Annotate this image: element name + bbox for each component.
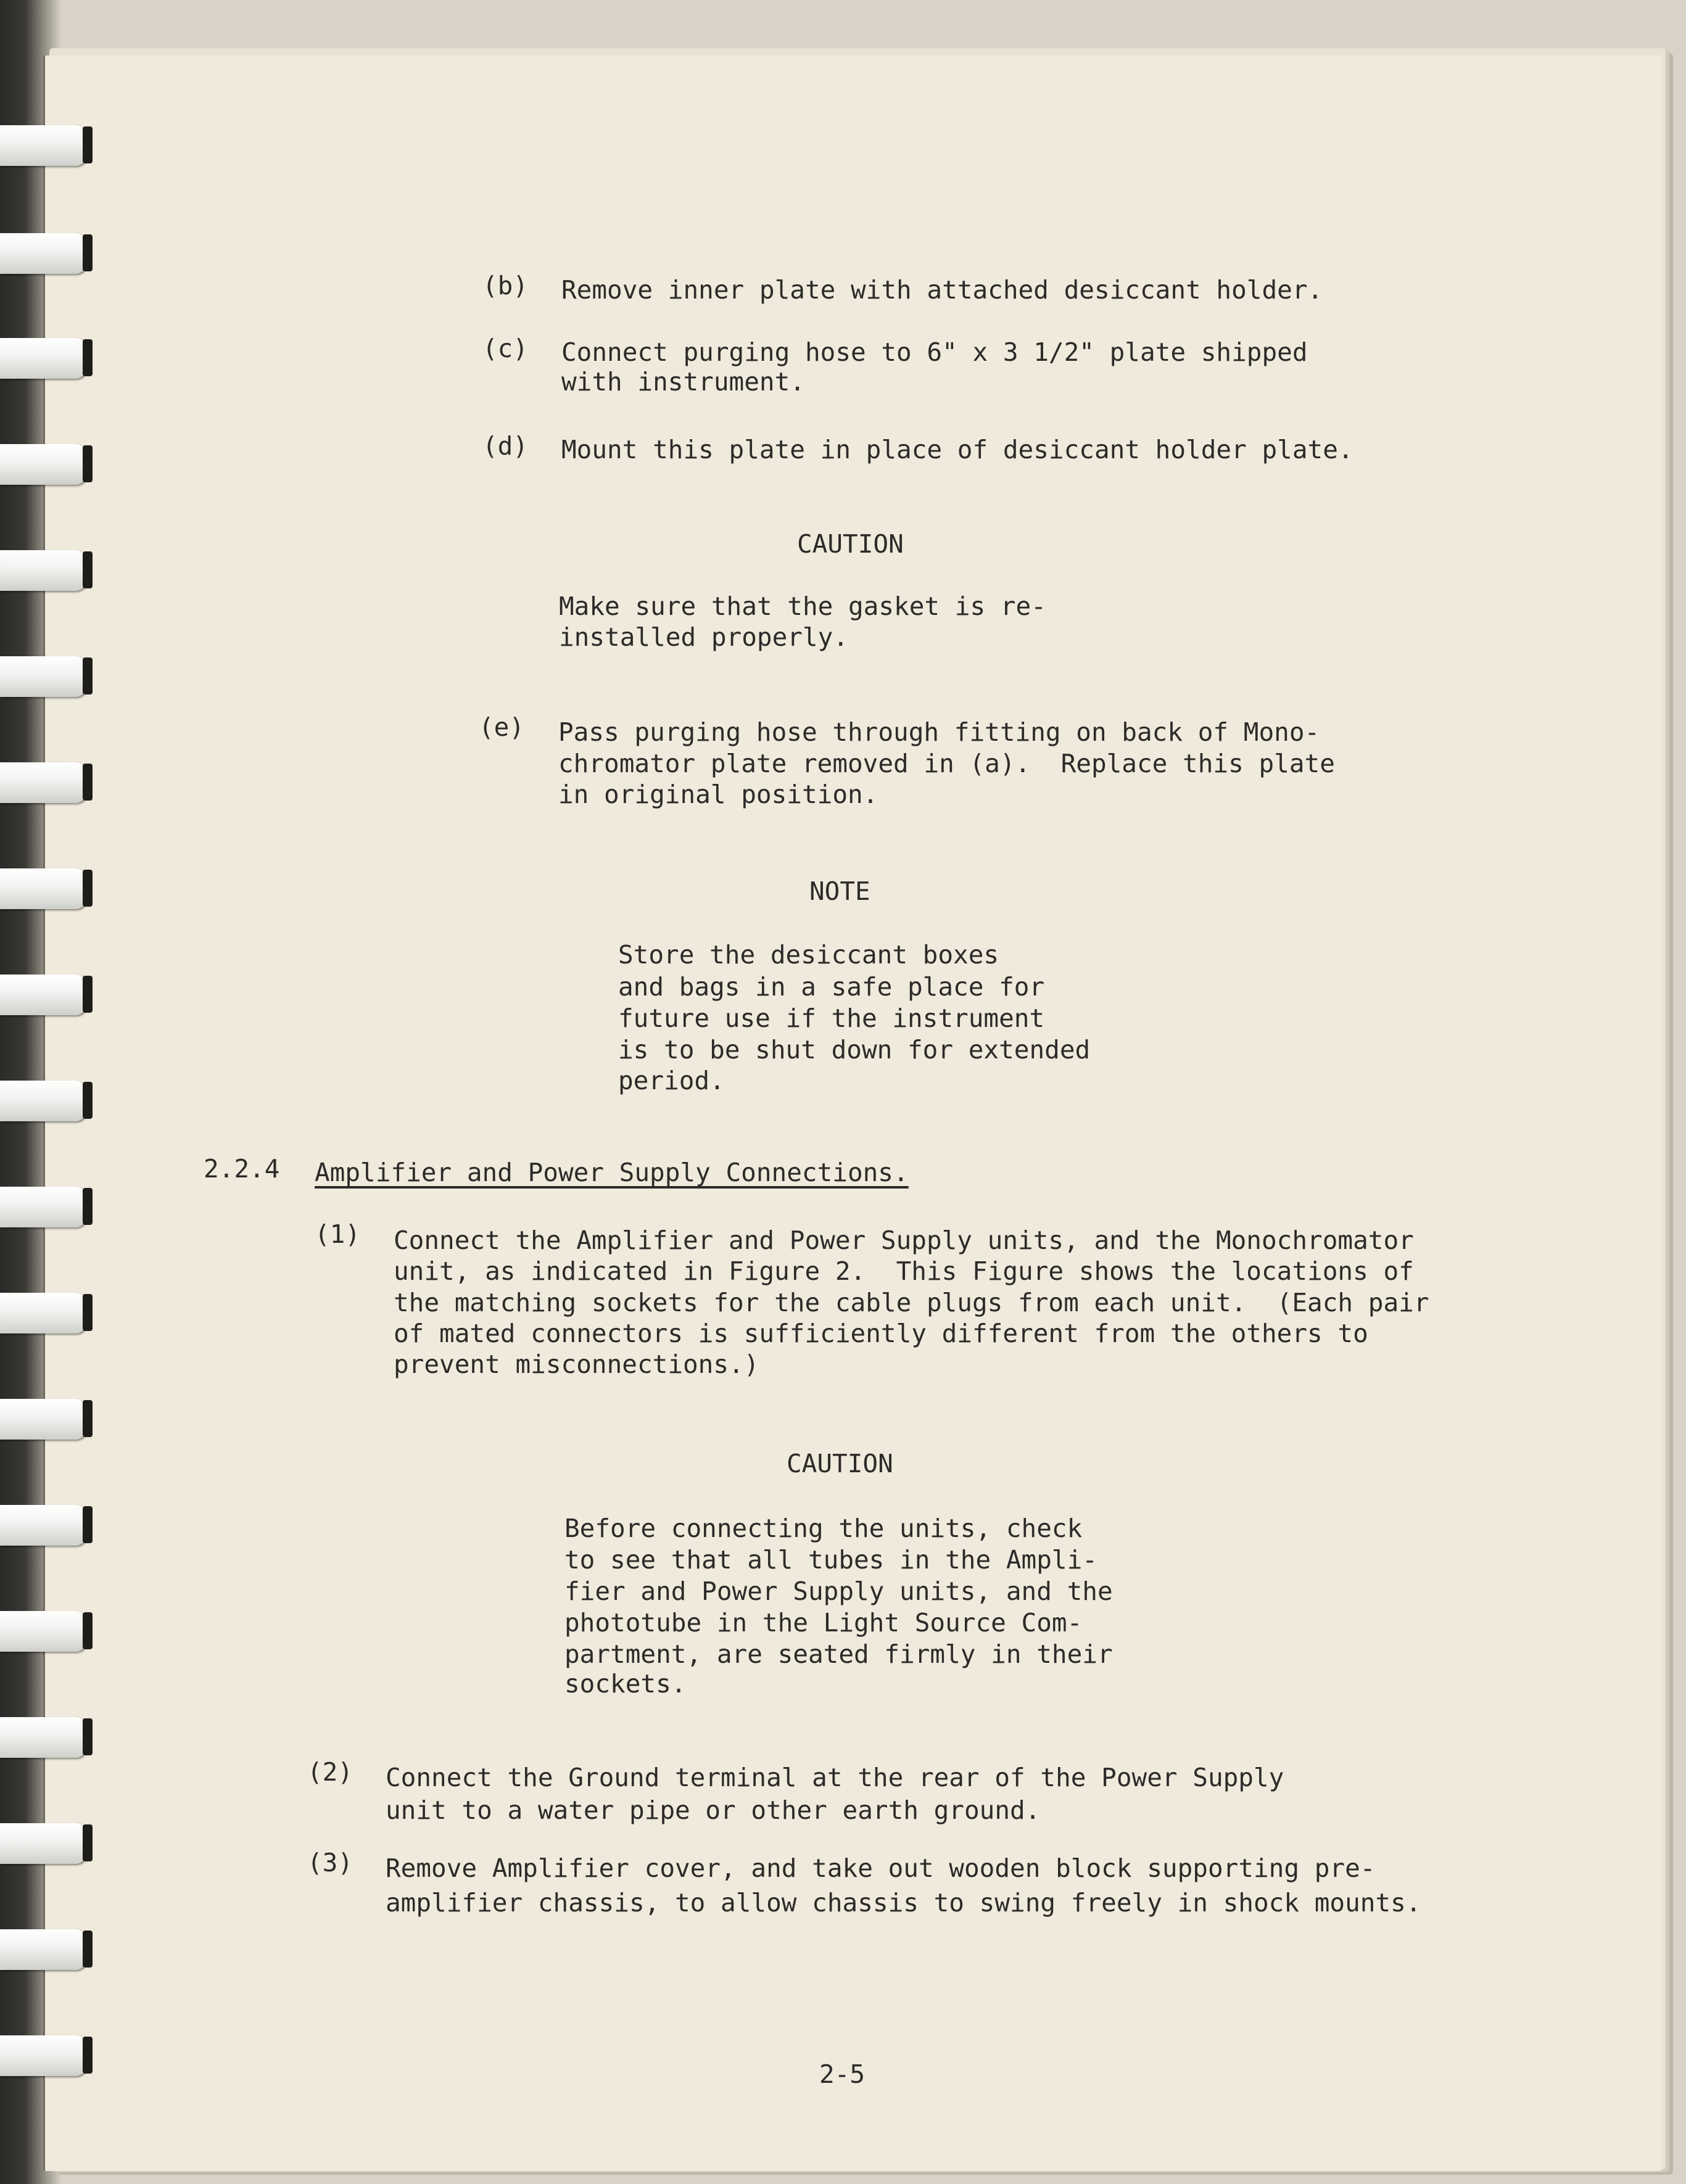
caution-text-line: sockets.	[564, 1669, 687, 1699]
binding-ring	[0, 333, 93, 384]
note-text-line: Store the desiccant boxes	[618, 940, 999, 970]
binding-ring	[0, 228, 93, 279]
section-title: Amplifier and Power Supply Connections.	[315, 1158, 909, 1187]
caution-text-line: Before connecting the units, check	[564, 1514, 1083, 1543]
binding-ring	[0, 1606, 93, 1657]
item-3-text-line: Remove Amplifier cover, and take out wooden block supporting pre-	[386, 1853, 1376, 1883]
caution-heading: CAUTION	[787, 1449, 893, 1478]
binding-ring	[0, 439, 93, 490]
binding-ring	[0, 120, 93, 171]
item-c-text-line: with instrument.	[561, 367, 805, 397]
note-text-line: period.	[618, 1066, 725, 1095]
caution-text-line: installed properly.	[559, 622, 848, 652]
caution-heading: CAUTION	[797, 529, 904, 559]
item-e-text-line: in original position.	[558, 780, 878, 809]
item-1-text-line: of mated connectors is sufficiently different from the others to	[394, 1319, 1368, 1348]
binding-ring	[0, 651, 93, 702]
item-1-text-line: prevent misconnections.)	[394, 1350, 759, 1379]
item-c-marker: (c)	[482, 334, 529, 363]
note-text-line: and bags in a safe place for	[618, 972, 1045, 1002]
item-e-text-line: chromator plate removed in (a). Replace this plate	[558, 749, 1335, 778]
binding-ring	[0, 1394, 93, 1444]
item-d-marker: (d)	[482, 431, 529, 461]
item-e-text-line: Pass purging hose through fitting on back of Mono-	[558, 717, 1320, 747]
item-1-text-line: Connect the Amplifier and Power Supply units, and the Monochromator	[394, 1226, 1414, 1255]
item-3-marker: (3)	[307, 1848, 353, 1877]
binding-ring	[0, 757, 93, 808]
binding-ring	[0, 1076, 93, 1126]
page-number: 2-5	[819, 2059, 866, 2089]
binding-ring	[0, 1818, 93, 1869]
item-1-marker: (1)	[315, 1219, 361, 1249]
binding-ring	[0, 1712, 93, 1763]
item-3-text-line: amplifier chassis, to allow chassis to swing freely in shock mounts.	[386, 1888, 1421, 1918]
binding-ring	[0, 1924, 93, 1975]
item-b-marker: (b)	[482, 271, 529, 300]
item-1-text-line: unit, as indicated in Figure 2. This Figure shows the locations of	[394, 1256, 1414, 1286]
binding-ring	[0, 1182, 93, 1232]
item-2-marker: (2)	[307, 1757, 353, 1787]
caution-text-line: phototube in the Light Source Com-	[564, 1608, 1083, 1638]
caution-text-line: fier and Power Supply units, and the	[564, 1576, 1113, 1606]
caution-text-line: partment, are seated firmly in their	[564, 1639, 1113, 1669]
item-1-text-line: the matching sockets for the cable plugs from each unit. (Each pair	[394, 1288, 1429, 1317]
spiral-binding	[0, 0, 105, 2184]
item-2-text-line: unit to a water pipe or other earth ground.	[386, 1795, 1041, 1825]
binding-ring	[0, 970, 93, 1020]
item-c-text-line: Connect purging hose to 6" x 3 1/2" plate shipped	[561, 337, 1308, 367]
binding-ring	[0, 545, 93, 596]
note-text-line: future use if the instrument	[618, 1003, 1045, 1033]
binding-ring	[0, 2030, 93, 2081]
binding-ring	[0, 1500, 93, 1551]
section-number: 2.2.4	[204, 1154, 280, 1184]
note-heading: NOTE	[809, 876, 870, 906]
binding-ring	[0, 1288, 93, 1338]
caution-text-line: to see that all tubes in the Ampli-	[564, 1545, 1097, 1575]
item-d-text: Mount this plate in place of desiccant holder plate.	[561, 435, 1353, 464]
item-b-text: Remove inner plate with attached desiccant holder.	[561, 275, 1323, 305]
item-2-text-line: Connect the Ground terminal at the rear of the Power Supply	[386, 1763, 1284, 1792]
binding-ring	[0, 863, 93, 914]
item-e-marker: (e)	[479, 712, 525, 742]
note-text-line: is to be shut down for extended	[618, 1035, 1091, 1065]
caution-text-line: Make sure that the gasket is re-	[559, 591, 1046, 621]
